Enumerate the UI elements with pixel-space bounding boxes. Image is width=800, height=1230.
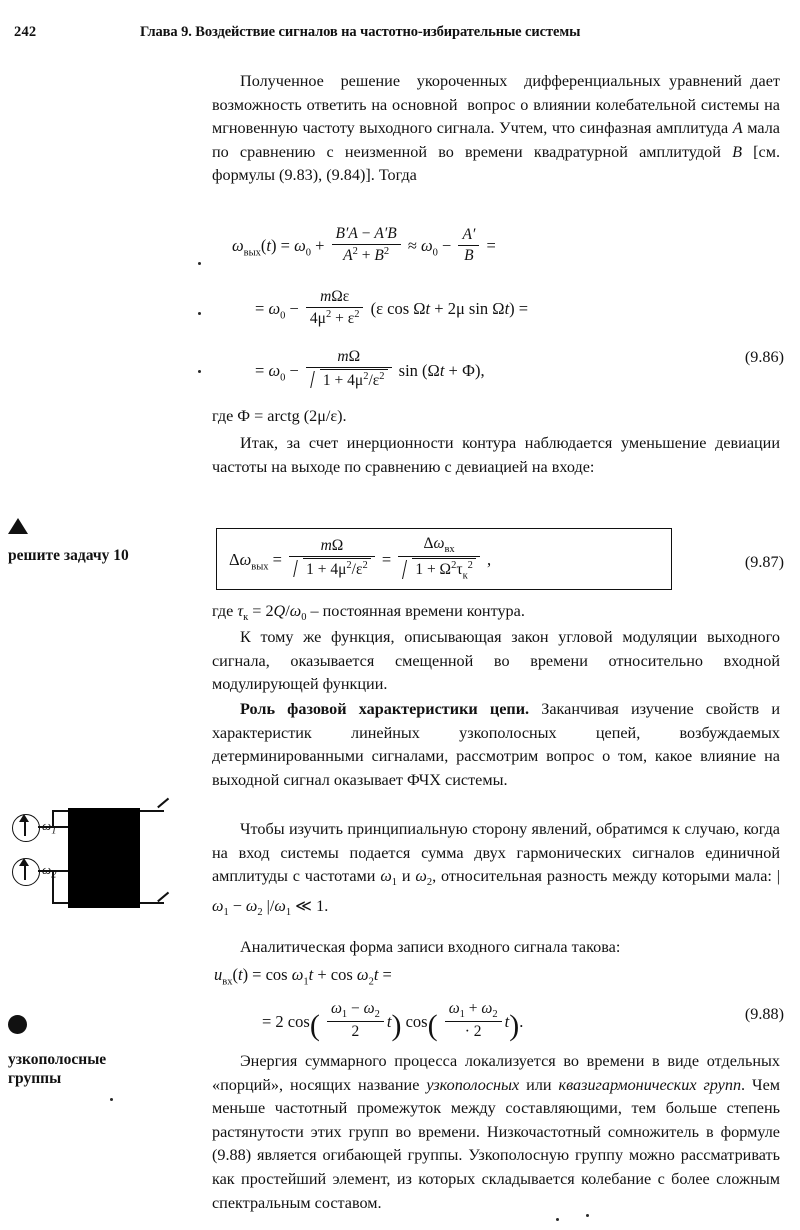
scan-speck [110, 1098, 113, 1101]
after-equation-86-text: где Ф = arctg (2μ/ε). [212, 407, 347, 425]
margin-note-narrowband-line1: узкополосные [8, 1051, 107, 1068]
paragraph-7-part-c: . Чем меньше частотный промежуток между составляющими, тем больше степень растянутости этих групп во времени. Низкочастотный сомножитель в формуле (9.88) является огибающей группы. Узкополосную группу можно рассматривать как простейший элемент, из которых складывается колебание с более сложным спектральным составом. [212, 1075, 781, 1212]
figure-label-omega1: $\omega_1$ [42, 818, 57, 837]
page-header [0, 24, 800, 46]
paragraph-4-container [212, 698, 780, 820]
lead-output-top [140, 810, 164, 812]
equation-9-86-line-1: $\omega_{вых}(t) = \omega_0$ + $\frac{B'A - A'B}{A^2 + B^2}$ ≈ $\omega_0$ − $\frac{A'}{B}$ = [232, 225, 496, 265]
scan-speck [198, 262, 201, 265]
equation-number-9-86: (9.86) [744, 348, 784, 366]
paragraph-7-part-b: или [519, 1075, 559, 1094]
after-equation-87-container [212, 600, 780, 626]
margin-note-narrowband [8, 1050, 198, 1088]
chapter-title: Глава 9. Воздействие сигналов на частотно-избирательные системы [140, 24, 581, 40]
paragraph-1: Полученное решение укороченных дифференциальных уравнений дает возможность ответить на основной вопрос о влиянии колебательной системы на мгновенную частоту выходного сигнала. Учтем, что синфазная амплитуда A мала по сравнению с неизменной во времени квадратурной амплитудой B [см. формулы (9.83), (9.84)]. Тогда [212, 72, 780, 185]
equation-9-87: $\Delta\omega_{вых}$ = $\frac{m\Omega}{1 + 4\mu^2/\varepsilon^2}$ = $\frac{\Delta\omega_{вх}}{1 + \Omega^2\tau_к^2}$ , [229, 535, 492, 582]
equation-9-88-line-1: $u_{вх}(t) = \cos \omega_1t + \cos \omega_2t$ = [214, 965, 392, 988]
paragraph-3-container [212, 626, 780, 702]
lead-bottom-input [52, 902, 68, 904]
paragraph-2-container [212, 432, 780, 512]
scan-speck [198, 312, 201, 315]
lead-output-bottom [140, 902, 164, 904]
paragraph-7-part-a: Энергия суммарного процесса локализуется во времени в виде отдельных «порций», носящих название [212, 1052, 780, 1094]
output-arrow-bottom-icon [157, 892, 169, 902]
paragraph-7 [212, 1050, 780, 1215]
scan-speck [556, 1218, 559, 1221]
paragraph-7-italic-2: квазигармонических групп [558, 1075, 742, 1094]
paragraph-7-container [212, 1050, 780, 1226]
paragraph-2: Итак, за счет инерционности контура наблюдается уменьшение девиации частоты на выходе по сравнению с девиацией на входе: [212, 434, 780, 476]
lead-top-input [52, 810, 68, 812]
scan-speck [198, 370, 201, 373]
paragraph-5: Чтобы изучить принципиальную сторону явлений, обратимся к случаю, когда на вход системы подается сумма двух гармонических сигналов единичной амплитуды с частотами $\omega_1$ и $\omega_2$, относительная разность между которыми мала: $|\omega_1 - \omega_2$ $|/\omega_1$ ≪ 1. [212, 820, 781, 919]
paragraph-3: К тому же функция, описывающая закон угловой модуляции выходного сигнала, оказывается смещенной во времени относительно входной модулирующей функции. [212, 628, 780, 694]
equation-9-86-line-2: = $\omega_0$ − $\frac{\text{mΩε}}{4\mu^2 + \varepsilon^2}$ (ε cos Ωt + 2μ sin Ωt) = [255, 288, 529, 328]
after-equation-87-text: где $\tau_к = 2Q/\omega_0$ – постоянная времени контура. [212, 602, 525, 624]
paragraph-4-text: Заканчивая изучение свойств и характеристик линейных узкополосных цепей, возбуждаемых детерминированными сигналами, рассмотрим вопрос о том, какое влияние на выходной сигнал оказывает ФЧХ системы. [212, 700, 780, 789]
page-number: 242 [14, 24, 37, 40]
scan-speck [586, 1214, 589, 1217]
paragraph-5-container [212, 818, 780, 940]
source-1-arrow-head [19, 814, 29, 822]
black-box-network-icon [68, 808, 140, 908]
dot-marker-icon [8, 1015, 27, 1034]
figure-label-omega2: $\omega_2$ [42, 862, 57, 881]
equation-9-86-line-3: = $\omega_0$ − $\frac{m\Omega}{1 + 4\mu^2/\varepsilon^2}$ sin (Ωt + Ф), [255, 348, 485, 390]
paragraph-4 [212, 698, 780, 792]
output-arrow-top-icon [157, 798, 169, 808]
paragraph-6-container [212, 936, 780, 964]
equation-number-9-87: (9.87) [744, 553, 784, 571]
equation-9-87-box [216, 528, 672, 590]
triangle-marker-icon [8, 518, 28, 534]
source-2-arrow-head [19, 858, 29, 866]
paragraph-7-italic-1: узкополосных [426, 1075, 520, 1094]
circuit-figure [6, 800, 196, 920]
equation-9-88-line-2: = 2 cos( $\frac{\omega_1 - \omega_2}{2}$ t) cos( $\frac{\omega_1 + \omega_2}{\cdot 2}$ t). [262, 1000, 524, 1043]
after-equation-86-container [212, 405, 780, 431]
equation-number-9-88: (9.88) [744, 1005, 784, 1023]
margin-note-task: решите задачу 10 [8, 547, 129, 564]
paragraph-4-heading: Роль фазовой характеристики цепи. [240, 700, 530, 718]
paragraph-6: Аналитическая форма записи входного сигнала такова: [240, 938, 621, 956]
margin-note-narrowband-line2: группы [8, 1070, 62, 1087]
paragraph-1-container [212, 70, 780, 210]
